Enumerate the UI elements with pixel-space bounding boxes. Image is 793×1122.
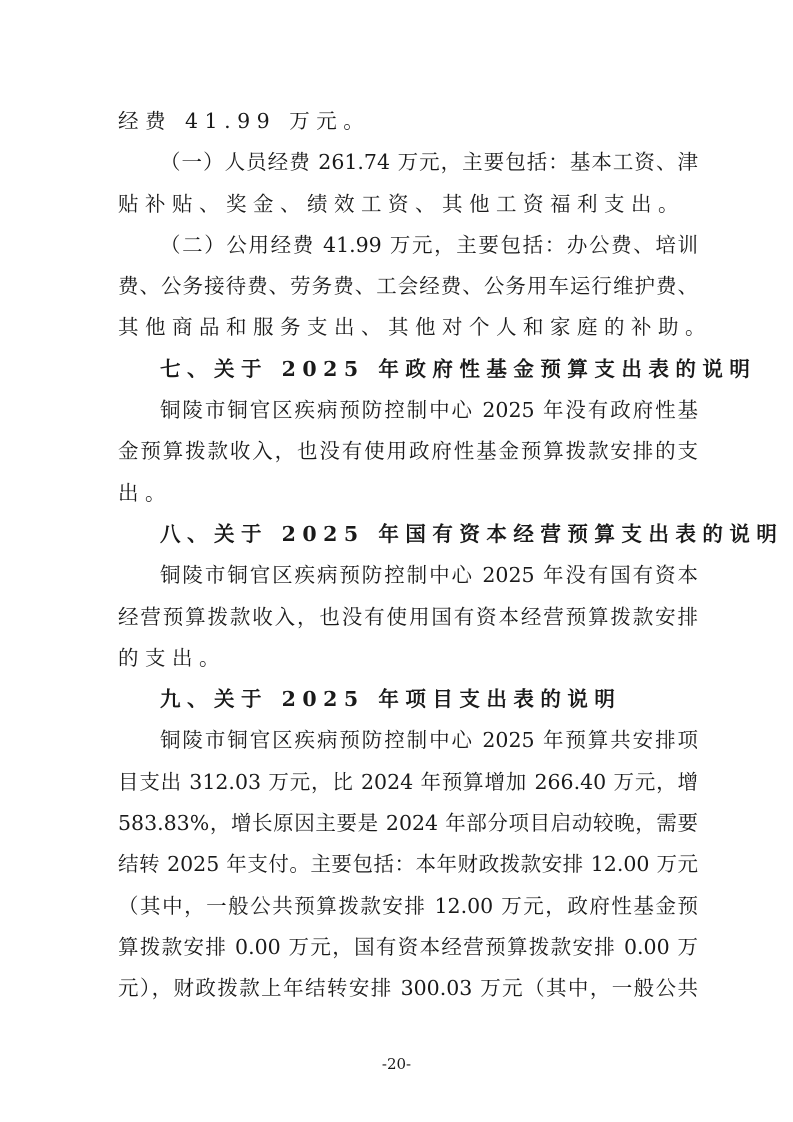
document-body: [118, 101, 784, 1010]
paragraph-line: 其他商品和服务支出、其他对个人和家庭的补助。: [118, 315, 712, 340]
paragraph-line: 583.83%，增长原因主要是 2024 年部分项目启动较晚，需要: [118, 811, 698, 836]
paragraph-line: 铜陵市铜官区疾病预防控制中心 2025 年没有国有资本: [160, 563, 698, 588]
paragraph-line: 铜陵市铜官区疾病预防控制中心 2025 年没有政府性基: [160, 398, 698, 423]
paragraph-line: 费、公务接待费、劳务费、工会经费、公务用车运行维护费、: [118, 274, 698, 299]
paragraph-line: 的支出。: [118, 645, 226, 670]
paragraph-line: 经营预算拨款收入，也没有使用国有资本经营预算拨款安排: [118, 604, 698, 629]
section-heading: 八、关于 2025 年国有资本经营预算支出表的说明: [160, 521, 784, 546]
paragraph-line: （一）人员经费 261.74 万元，主要包括：基本工资、津: [160, 150, 698, 175]
paragraph-line: 经费 41.99 万元。: [118, 109, 371, 133]
page-number: -20-: [381, 1055, 412, 1073]
paragraph-line: 算拨款安排 0.00 万元，国有资本经营预算拨款安排 0.00 万: [118, 934, 698, 959]
paragraph-line: 元），财政拨款上年结转安排 300.03 万元（其中，一般公共: [118, 976, 698, 1001]
paragraph-line: 结转 2025 年支付。主要包括：本年财政拨款安排 12.00 万元: [118, 852, 698, 877]
paragraph-line: 铜陵市铜官区疾病预防控制中心 2025 年预算共安排项: [160, 728, 698, 753]
paragraph-line: 目支出 312.03 万元，比 2024 年预算增加 266.40 万元，增: [118, 769, 698, 794]
paragraph-line: 出。: [118, 480, 172, 505]
paragraph-line: 贴补贴、奖金、绩效工资、其他工资福利支出。: [118, 191, 685, 216]
paragraph-line: （其中，一般公共预算拨款安排 12.00 万元，政府性基金预: [118, 893, 698, 918]
paragraph-line: 金预算拨款收入，也没有使用政府性基金预算拨款安排的支: [118, 439, 698, 464]
paragraph-line: （二）公用经费 41.99 万元，主要包括：办公费、培训: [160, 232, 698, 257]
section-heading: 七、关于 2025 年政府性基金预算支出表的说明: [160, 356, 757, 381]
section-heading: 九、关于 2025 年项目支出表的说明: [160, 687, 622, 712]
